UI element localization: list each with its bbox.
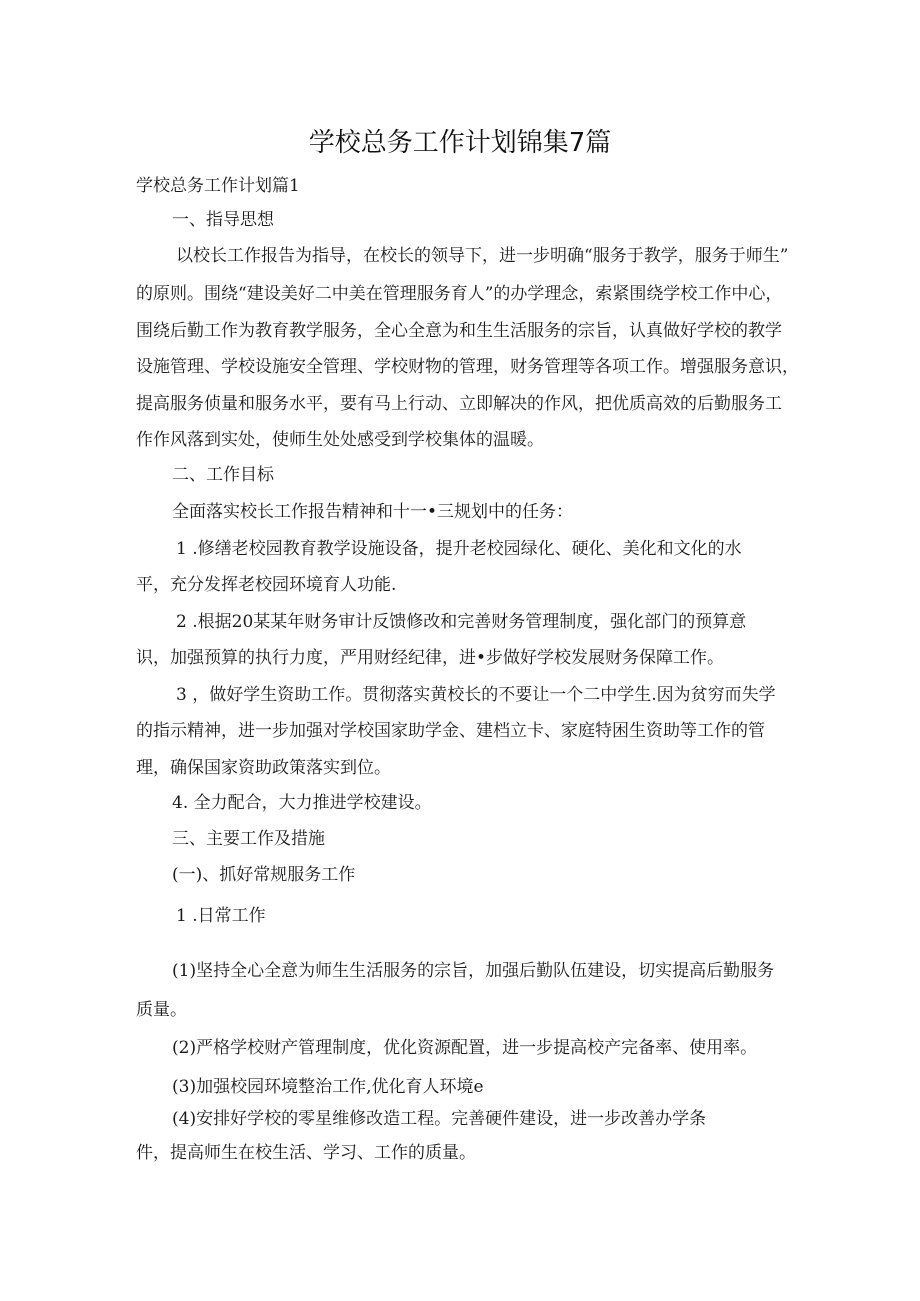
paragraph-line: 提高服务侦量和服务水平，要有马上行动、立即解决的作风，把优质高效的后勤服务工 — [136, 394, 782, 414]
measure-3: (3)加强校园环境整治工作,优化育人环境e — [172, 1077, 484, 1097]
section-intro: 全面落实校长工作报告精神和十一•三规划中的任务： — [172, 502, 574, 522]
measure-4-line: 件，提高师生在校生活、学习、工作的质量。 — [136, 1143, 476, 1163]
document-title: 学校总务工作计划锦集7篇 — [308, 128, 612, 158]
list-item-4: 4. 全力配合，大力推进学校建设。 — [172, 793, 432, 813]
list-item-1-line: 1 .修缮老校园教育教学设施设备，提升老校园绿化、硬化、美化和文化的水 — [176, 539, 742, 559]
paragraph-line: 围绕后勤工作为教育教学服务，全心全意为和生生活服务的宗旨，认真做好学校的教学 — [136, 321, 782, 341]
list-item-2-line: 识，加强预算的执行力度，严用财经纪律，进•步做好学校发展财务保障工作。 — [136, 648, 725, 668]
list-item-3-line: 3 ，做好学生资助工作。贯彻落实黄校长的不要让一个二中学生.因为贫穷而失学 — [176, 685, 776, 705]
section-heading-main-work: 三、主要工作及措施 — [172, 829, 325, 849]
paragraph-line: 作作风落到实处，使师生处处感受到学校集体的温暖。 — [136, 430, 544, 450]
subsection-item-daily-work: 1 .日常工作 — [176, 906, 266, 926]
measure-1-line: 质量。 — [136, 1000, 187, 1020]
paragraph-line: 设施管理、学校设施安全管理、学校财物的管理，财务管理等各项工作。增强服务意识， — [136, 357, 799, 377]
measure-4-line: (4)安排好学校的零星维修改造工程。完善硬件建设，进一步改善办学条 — [172, 1109, 707, 1129]
list-item-3-line: 理，确保国家资助政策落实到位。 — [136, 758, 391, 778]
document-subtitle: 学校总务工作计划篇1 — [136, 176, 300, 196]
section-heading-guiding-thought: 一、指导思想 — [172, 210, 274, 230]
paragraph-line: 的原则。围绕“建设美好二中美在管理服务育人”的办学理念，索紧围绕学校工作中心， — [136, 284, 783, 304]
section-heading-work-goals: 二、工作目标 — [172, 465, 274, 485]
measure-2: (2)严格学校财产管理制度，优化资源配置，进一步提高校产完备率、使用率。 — [172, 1038, 758, 1058]
subsection-heading: (一)、抓好常规服务工作 — [172, 865, 356, 885]
list-item-1-line: 平，充分发挥老校园环境育人功能. — [136, 575, 397, 595]
paragraph-line: 以校长工作报告为指导，在校长的领导下，进一步明确“服务于教学，服务于师生” — [176, 246, 789, 266]
list-item-3-line: 的指示精神，进一步加强对学校国家助学金、建档立卡、家庭特困生资助等工作的管 — [136, 721, 765, 741]
list-item-2-line: 2 .根据20某某年财务审计反馈修改和完善财务管理制度，强化部门的预算意 — [176, 612, 747, 632]
measure-1-line: (1)坚持全心全意为师生生活服务的宗旨，加强后勤队伍建设，切实提高后勤服务 — [172, 961, 775, 981]
